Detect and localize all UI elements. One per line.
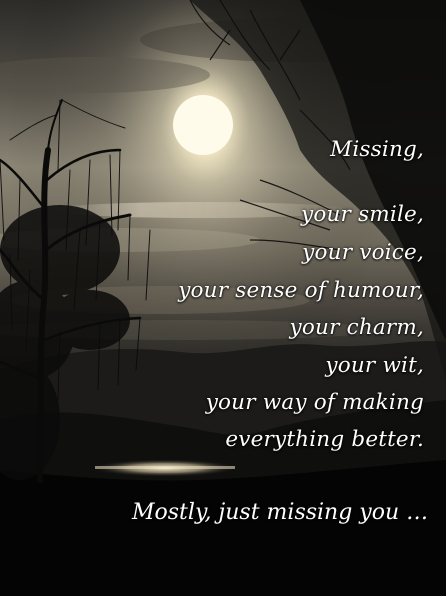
poem-line: your wit, bbox=[325, 353, 424, 378]
poem-heading: Missing, bbox=[330, 137, 424, 162]
poem-line: your smile, bbox=[301, 202, 424, 227]
poem-line: your sense of humour, bbox=[178, 278, 424, 303]
poem-line: everything better. bbox=[225, 427, 424, 452]
poem-line: your way of making bbox=[205, 390, 424, 415]
poem-line: your voice, bbox=[302, 240, 424, 265]
poem-closing: Mostly, just missing you … bbox=[132, 500, 429, 525]
poem-line: your charm, bbox=[289, 315, 424, 340]
